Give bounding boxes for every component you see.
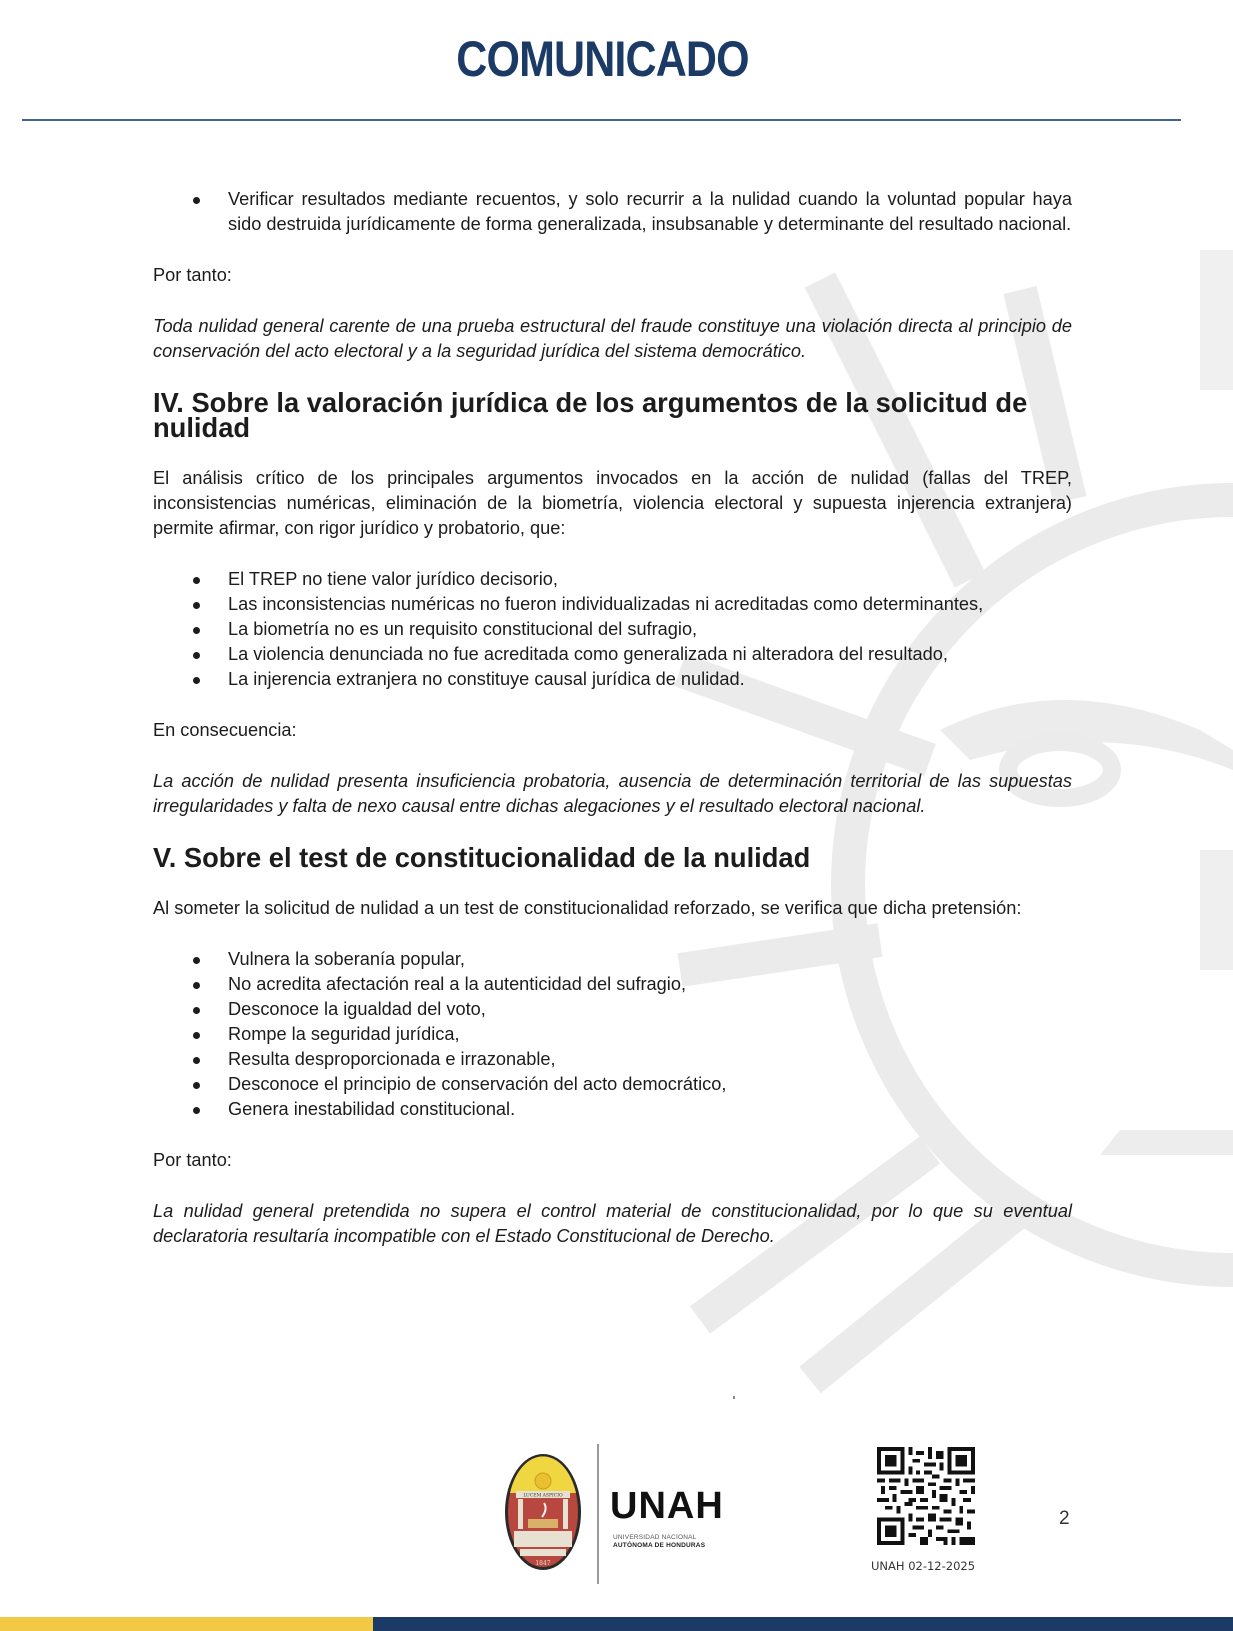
- consequence-label: En consecuencia:: [153, 720, 297, 740]
- list-item: La violencia denunciada no fue acreditada como generalizada ni alteradora del resultado,: [153, 642, 1072, 667]
- list-item: Verificar resultados mediante recuentos, y solo recurrir a la nulidad cuando la voluntad popular haya sido destruida jurídicamente de forma generalizada, insubsanable y determinante del resultado nacional.: [153, 187, 1072, 237]
- section-iv-intro: El análisis crítico de los principales argumentos invocados en la acción de nulidad (fallas del TREP, inconsistencias numéricas, eliminación de la biometría, violencia electoral y supuesta injerencia extranjera) permite afirmar, con rigor jurídico y probatorio, que:: [153, 468, 1072, 538]
- unah-wordmark: UNAH: [610, 1485, 724, 1527]
- list-item: Rompe la seguridad jurídica,: [153, 1022, 1072, 1047]
- header-divider: [22, 119, 1181, 121]
- list-item: Desconoce la igualdad del voto,: [153, 997, 1072, 1022]
- conclusion-paragraph: Toda nulidad general carente de una prueba estructural del fraude constituye una violación directa al principio de conservación del acto electoral y a la seguridad jurídica del sistema democrático.: [153, 316, 1072, 361]
- qr-code-icon[interactable]: [877, 1447, 975, 1545]
- list-item: Desconoce el principio de conservación del acto democrático,: [153, 1072, 1072, 1097]
- bullet-list-verification: [153, 187, 1072, 237]
- por-tanto-label: Por tanto:: [153, 265, 232, 285]
- list-item: El TREP no tiene valor jurídico decisorio,: [153, 567, 1072, 592]
- footer-bar-yellow: [0, 1617, 373, 1631]
- logo-divider: [597, 1444, 599, 1584]
- list-item: La biometría no es un requisito constitucional del sufragio,: [153, 617, 1072, 642]
- list-item: Genera inestabilidad constitucional.: [153, 1097, 1072, 1122]
- page-number: 2: [1059, 1508, 1070, 1529]
- list-item: Resulta desproporcionada e irrazonable,: [153, 1047, 1072, 1072]
- seal-year: 1847: [535, 1560, 551, 1567]
- section-v-bullet-list: [153, 947, 1072, 1122]
- unah-subtitle-line-2: AUTÓNOMA DE HONDURAS: [613, 1542, 706, 1549]
- section-v-conclusion: La nulidad general pretendida no supera el control material de constitucionalidad, por lo que su eventual declaratoria resultaría incompatible con el Estado Constitucional de Derecho.: [153, 1201, 1072, 1246]
- university-seal-icon: [504, 1453, 582, 1571]
- stray-mark: [733, 1396, 735, 1399]
- list-item: Vulnera la soberanía popular,: [153, 947, 1072, 972]
- list-item: Las inconsistencias numéricas no fueron individualizadas ni acreditadas como determinantes,: [153, 592, 1072, 617]
- section-v-heading: V. Sobre el test de constitucionalidad de la nulidad: [153, 842, 811, 873]
- page-title: COMUNICADO: [456, 31, 749, 87]
- section-v-intro: Al someter la solicitud de nulidad a un test de constitucionalidad reforzado, se verifica que dicha pretensión:: [153, 898, 1022, 918]
- unah-logo-block: [500, 1440, 740, 1590]
- list-item: La injerencia extranjera no constituye causal jurídica de nulidad.: [153, 667, 1072, 692]
- section-iv-bullet-list: [153, 567, 1072, 692]
- unah-subtitle-line-1: UNIVERSIDAD NACIONAL: [613, 1534, 697, 1541]
- qr-caption: UNAH 02-12-2025: [871, 1559, 976, 1573]
- footer-bar-blue: [373, 1617, 1233, 1631]
- por-tanto-label: Por tanto:: [153, 1150, 232, 1170]
- section-iv-heading: IV. Sobre la valoración jurídica de los argumentos de la solicitud de nulidad: [153, 387, 1028, 443]
- document-body: [153, 187, 1072, 1275]
- section-iv-conclusion: La acción de nulidad presenta insuficiencia probatoria, ausencia de determinación territorial de las supuestas irregularidades y falta de nexo causal entre dichas alegaciones y el resultado electoral nacional.: [153, 771, 1072, 816]
- list-item: No acredita afectación real a la autenticidad del sufragio,: [153, 972, 1072, 997]
- seal-motto: LUCEM ASPICIO: [523, 1493, 563, 1499]
